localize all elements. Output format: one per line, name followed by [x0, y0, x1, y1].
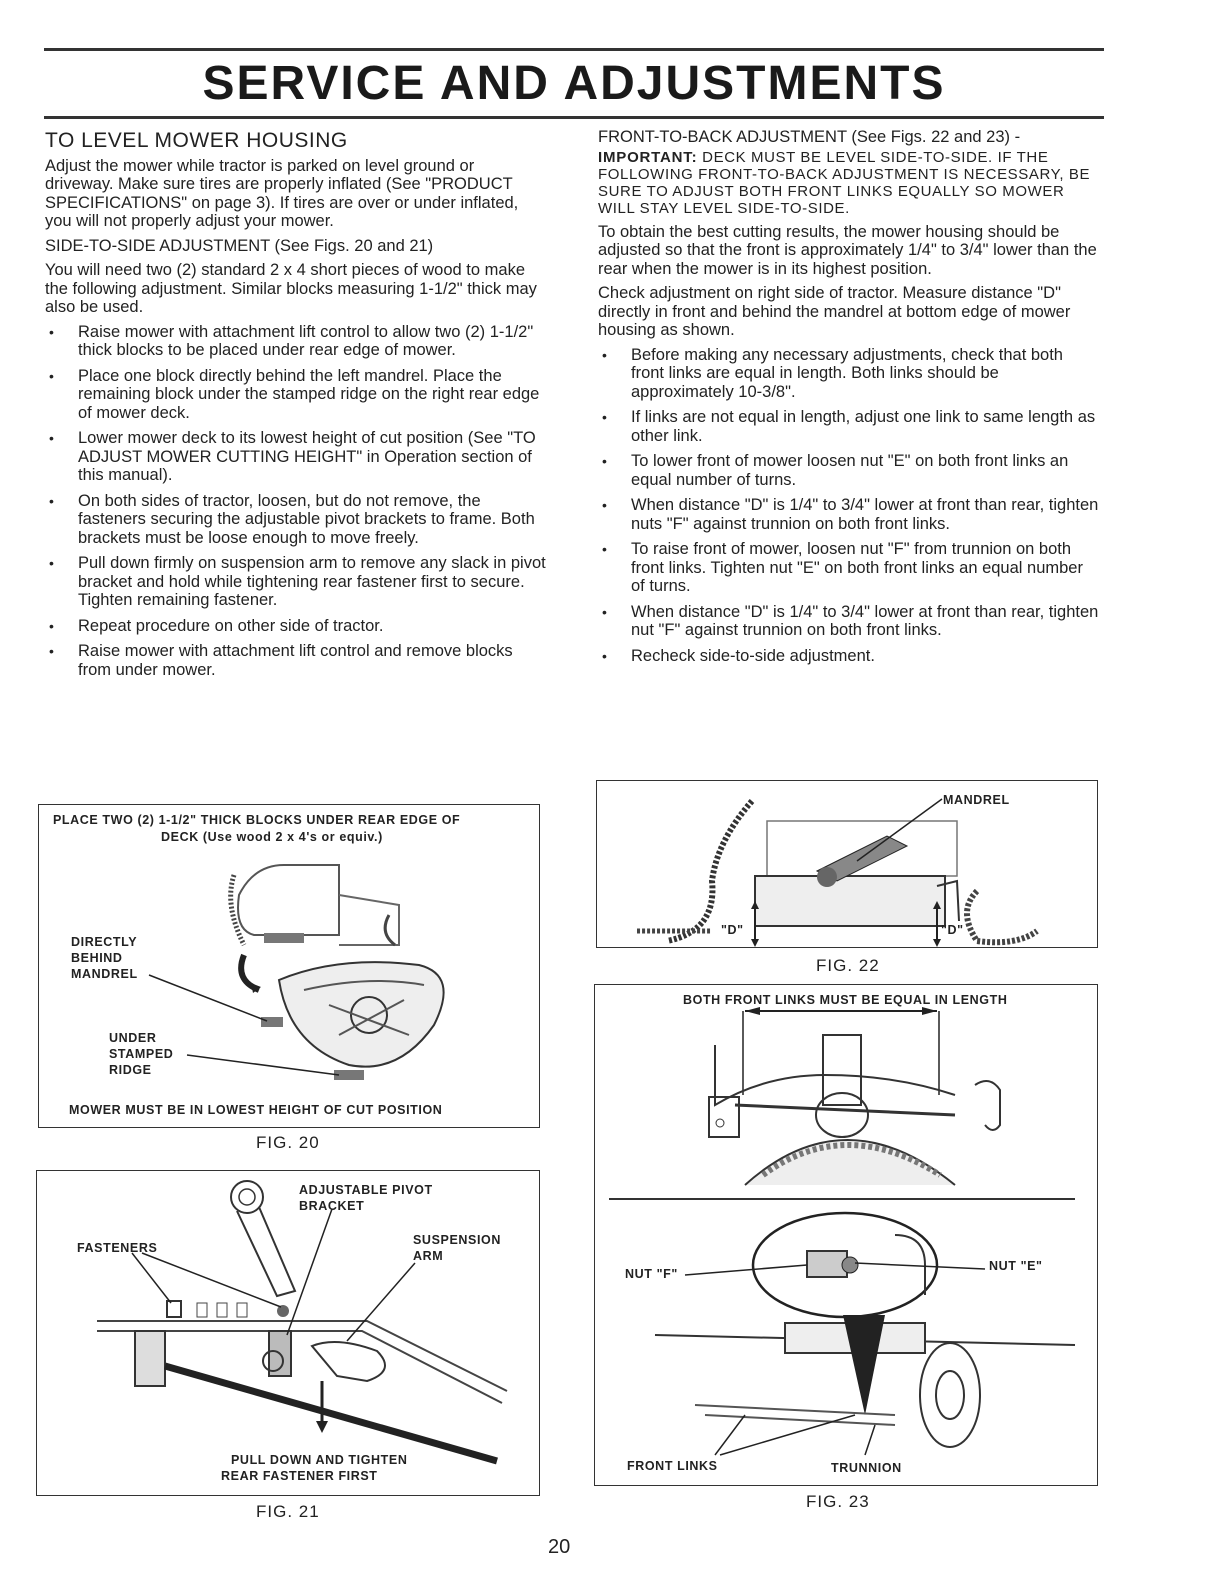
fig20-directly-3: MANDREL [71, 967, 138, 981]
fig20-label: FIG. 20 [256, 1133, 320, 1152]
list-item: • When distance "D" is 1/4" to 3/4" lower at front than rear, tighten nut "F" against trunnion on both front links. [598, 603, 1100, 640]
list-item: • To raise front of mower, loosen nut "F" from trunnion on both front links. Tighten nut "E" on both front links an equal number of turns. [598, 540, 1100, 596]
fig23-front-links: FRONT LINKS [627, 1459, 718, 1473]
fig20-under-2: STAMPED [109, 1047, 174, 1061]
front-to-back-heading: FRONT-TO-BACK ADJUSTMENT (See Figs. 22 and 23) - [598, 128, 1021, 146]
figure-21 [36, 1170, 540, 1496]
figure-20 [38, 804, 540, 1128]
figure-23 [594, 984, 1098, 1486]
page-title: SERVICE AND ADJUSTMENTS [202, 57, 946, 110]
list-item: • Raise mower with attachment lift control to allow two (2) 1-1/2" thick blocks to be placed under rear edge of mower. [45, 323, 547, 360]
fig20-bottom-caption: MOWER MUST BE IN LOWEST HEIGHT OF CUT POSITION [69, 1103, 443, 1117]
fig23-nut-f: NUT "F" [625, 1267, 678, 1281]
list-item: • Repeat procedure on other side of tractor. [45, 617, 547, 636]
fig23-nut-e: NUT "E" [989, 1259, 1043, 1273]
check-adjustment-paragraph: Check adjustment on right side of tractor. Measure distance "D" directly in front and behind the mandrel at bottom edge of mower housing as shown. [598, 284, 1071, 339]
fig22-label: FIG. 22 [816, 956, 880, 975]
list-item: • On both sides of tractor, loosen, but do not remove, the fasteners securing the adjustable pivot brackets to frame. Both brackets must be loose enough to move freely. [45, 492, 547, 548]
left-column [45, 129, 547, 686]
fig22-mandrel: MANDREL [943, 793, 1010, 807]
important-text: DECK MUST BE LEVEL SIDE-TO-SIDE. IF THE FOLLOWING FRONT-TO-BACK ADJUSTMENT IS NECESSARY, BE SURE TO ADJUST BOTH FRONT LINKS EQUALLY SO MOWER WILL STAY LEVEL SIDE-TO-SIDE. [598, 148, 1091, 217]
section-heading: TO LEVEL MOWER HOUSING [45, 129, 348, 152]
list-item: • Raise mower with attachment lift control and remove blocks from under mower. [45, 642, 547, 679]
figure-22 [596, 780, 1098, 948]
best-results-paragraph: To obtain the best cutting results, the mower housing should be adjusted so that the front is approximately 1/4" to 3/4" lower than the rear when the mower is in its highest position. [598, 222, 1097, 278]
fig22-illustration [597, 781, 1097, 947]
fig20-directly-1: DIRECTLY [71, 935, 138, 949]
important-label: IMPORTANT: [598, 148, 698, 166]
fig21-suspension-1: SUSPENSION [413, 1233, 501, 1247]
list-item: • Before making any necessary adjustments, check that both front links are equal in length. Both links should be approximately 10-3/8". [598, 346, 1100, 402]
fig23-illustration [595, 985, 1097, 1485]
fig20-under-3: RIDGE [109, 1063, 152, 1077]
top-rule [44, 48, 1104, 51]
fig20-illustration [39, 805, 539, 1127]
fig23-label: FIG. 23 [806, 1492, 870, 1511]
fig20-under-1: UNDER [109, 1031, 157, 1045]
fig21-fasteners: FASTENERS [77, 1241, 158, 1255]
list-item: • Lower mower deck to its lowest height of cut position (See "TO ADJUST MOWER CUTTING HEIGHT" in Operation section of this manual). [45, 429, 547, 485]
fig21-bottom-2: REAR FASTENER FIRST [221, 1469, 378, 1483]
fig21-suspension-2: ARM [413, 1249, 444, 1263]
title-underline [44, 116, 1104, 119]
fig22-d-right: "D" [941, 923, 964, 937]
fig21-bottom-1: PULL DOWN AND TIGHTEN [231, 1453, 408, 1467]
page-number: 20 [548, 1536, 571, 1558]
fig21-illustration [37, 1171, 539, 1495]
list-item: • Place one block directly behind the left mandrel. Place the remaining block under the stamped ridge on the right rear edge of mower deck. [45, 367, 547, 423]
fig23-trunnion: TRUNNION [831, 1461, 902, 1475]
list-item: • Recheck side-to-side adjustment. [598, 647, 1100, 666]
fig22-d-left: "D" [721, 923, 744, 937]
fig23-top-caption: BOTH FRONT LINKS MUST BE EQUAL IN LENGTH [683, 993, 1008, 1007]
fig20-top-caption-1: PLACE TWO (2) 1-1/2" THICK BLOCKS UNDER REAR EDGE OF [53, 813, 461, 827]
fig21-pivot-1: ADJUSTABLE PIVOT [299, 1183, 433, 1197]
list-item: • Pull down firmly on suspension arm to remove any slack in pivot bracket and hold while tightening rear fastener first to secure. Tighten remaining fastener. [45, 554, 547, 610]
fig20-directly-2: BEHIND [71, 951, 123, 965]
fig21-label: FIG. 21 [256, 1502, 320, 1521]
side-to-side-heading: SIDE-TO-SIDE ADJUSTMENT (See Figs. 20 and 21) [45, 236, 434, 255]
right-column [598, 128, 1100, 672]
list-item: • When distance "D" is 1/4" to 3/4" lower at front than rear, tighten nuts "F" against trunnion on both front links. [598, 496, 1100, 533]
list-item: • To lower front of mower loosen nut "E" on both front links an equal number of turns. [598, 452, 1100, 489]
front-to-back-steps [598, 346, 1100, 666]
list-item: • If links are not equal in length, adjust one link to same length as other link. [598, 408, 1100, 445]
side-to-side-steps [45, 323, 547, 680]
wood-paragraph: You will need two (2) standard 2 x 4 short pieces of wood to make the following adjustment. Similar blocks measuring 1-1/2" thick may also be used. [45, 261, 537, 316]
important-note [598, 149, 1100, 217]
fig20-top-caption-2: DECK (Use wood 2 x 4's or equiv.) [161, 830, 383, 844]
intro-paragraph: Adjust the mower while tractor is parked on level ground or driveway. Make sure tires are properly inflated (See "PRODUCT SPECIFICATIONS" on page 3). If tires are over or under inflated, you will not properly adjust your mower. [45, 156, 519, 230]
fig21-pivot-2: BRACKET [299, 1199, 365, 1213]
